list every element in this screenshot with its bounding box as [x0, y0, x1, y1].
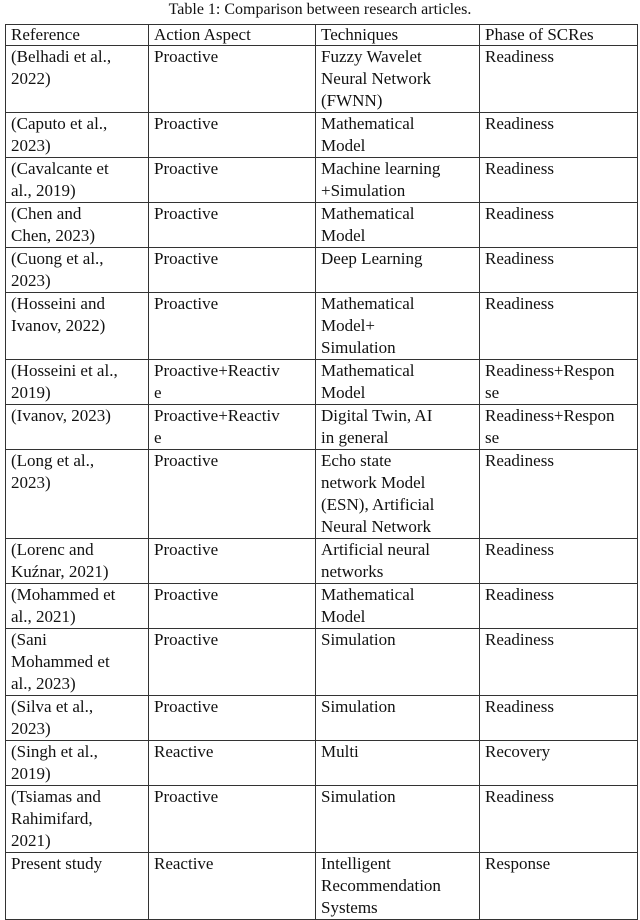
cell-phase: Readiness	[480, 158, 638, 203]
cell-phase: Readiness	[480, 584, 638, 629]
cell-techniques: Mathematical Model	[316, 584, 480, 629]
cell-phase: Readiness	[480, 629, 638, 696]
cell-techniques: Artificial neural networks	[316, 539, 480, 584]
cell-phase: Readiness+Respon se	[480, 405, 638, 450]
cell-techniques: Fuzzy Wavelet Neural Network (FWNN)	[316, 46, 480, 113]
cell-action-aspect: Proactive	[149, 786, 316, 853]
cell-techniques: Multi	[316, 741, 480, 786]
cell-action-aspect: Proactive	[149, 248, 316, 293]
cell-reference: (Hosseini et al., 2019)	[6, 360, 149, 405]
table-row	[6, 293, 638, 360]
table-row	[6, 360, 638, 405]
table-caption: Table 1: Comparison between research articles.	[168, 1, 472, 18]
cell-action-aspect: Proactive	[149, 539, 316, 584]
cell-reference: Present study	[6, 853, 149, 920]
cell-techniques: Digital Twin, AI in general	[316, 405, 480, 450]
cell-reference: (Tsiamas and Rahimifard, 2021)	[6, 786, 149, 853]
cell-phase: Readiness	[480, 293, 638, 360]
cell-phase: Readiness	[480, 539, 638, 584]
cell-techniques: Simulation	[316, 696, 480, 741]
cell-techniques: Mathematical Model	[316, 113, 480, 158]
table-header-row	[6, 25, 638, 46]
cell-reference: (Mohammed et al., 2021)	[6, 584, 149, 629]
cell-phase: Readiness	[480, 248, 638, 293]
cell-techniques: Simulation	[316, 629, 480, 696]
cell-reference: (Cavalcante et al., 2019)	[6, 158, 149, 203]
cell-techniques: Intelligent Recommendation Systems	[316, 853, 480, 920]
cell-reference: (Hosseini and Ivanov, 2022)	[6, 293, 149, 360]
table-row	[6, 203, 638, 248]
cell-phase: Readiness	[480, 786, 638, 853]
cell-action-aspect: Proactive	[149, 584, 316, 629]
cell-action-aspect: Proactive	[149, 46, 316, 113]
cell-phase: Recovery	[480, 741, 638, 786]
table-row	[6, 696, 638, 741]
cell-action-aspect: Reactive	[149, 853, 316, 920]
header-reference: Reference	[6, 25, 149, 46]
table-row	[6, 786, 638, 853]
cell-phase: Readiness	[480, 450, 638, 539]
table-row	[6, 405, 638, 450]
cell-techniques: Deep Learning	[316, 248, 480, 293]
cell-reference: (Singh et al., 2019)	[6, 741, 149, 786]
cell-action-aspect: Reactive	[149, 741, 316, 786]
cell-action-aspect: Proactive	[149, 158, 316, 203]
cell-reference: (Chen and Chen, 2023)	[6, 203, 149, 248]
cell-phase: Readiness	[480, 203, 638, 248]
header-phase: Phase of SCRes	[480, 25, 638, 46]
cell-action-aspect: Proactive	[149, 203, 316, 248]
cell-reference: (Ivanov, 2023)	[6, 405, 149, 450]
cell-phase: Readiness	[480, 113, 638, 158]
cell-reference: (Sani Mohammed et al., 2023)	[6, 629, 149, 696]
table-row	[6, 158, 638, 203]
cell-techniques: Simulation	[316, 786, 480, 853]
cell-action-aspect: Proactive+Reactiv e	[149, 405, 316, 450]
cell-action-aspect: Proactive	[149, 629, 316, 696]
table-row	[6, 113, 638, 158]
comparison-table	[5, 24, 638, 920]
cell-action-aspect: Proactive	[149, 450, 316, 539]
cell-phase: Readiness+Respon se	[480, 360, 638, 405]
cell-phase: Readiness	[480, 696, 638, 741]
cell-reference: (Long et al., 2023)	[6, 450, 149, 539]
cell-reference: (Lorenc and Kuźnar, 2021)	[6, 539, 149, 584]
table-row	[6, 584, 638, 629]
table-row	[6, 450, 638, 539]
cell-action-aspect: Proactive+Reactiv e	[149, 360, 316, 405]
cell-techniques: Mathematical Model	[316, 360, 480, 405]
table-row	[6, 629, 638, 696]
table-row	[6, 539, 638, 584]
cell-phase: Readiness	[480, 46, 638, 113]
cell-reference: (Silva et al., 2023)	[6, 696, 149, 741]
header-techniques: Techniques	[316, 25, 480, 46]
table-row	[6, 853, 638, 920]
cell-techniques: Mathematical Model+ Simulation	[316, 293, 480, 360]
cell-reference: (Belhadi et al., 2022)	[6, 46, 149, 113]
table-body	[6, 46, 638, 920]
cell-action-aspect: Proactive	[149, 293, 316, 360]
cell-techniques: Echo state network Model (ESN), Artificial Neural Network	[316, 450, 480, 539]
cell-techniques: Mathematical Model	[316, 203, 480, 248]
cell-action-aspect: Proactive	[149, 696, 316, 741]
header-action-aspect: Action Aspect	[149, 25, 316, 46]
table-row	[6, 248, 638, 293]
cell-reference: (Cuong et al., 2023)	[6, 248, 149, 293]
table-row	[6, 741, 638, 786]
cell-reference: (Caputo et al., 2023)	[6, 113, 149, 158]
cell-phase: Response	[480, 853, 638, 920]
cell-techniques: Machine learning +Simulation	[316, 158, 480, 203]
cell-action-aspect: Proactive	[149, 113, 316, 158]
table-row	[6, 46, 638, 113]
